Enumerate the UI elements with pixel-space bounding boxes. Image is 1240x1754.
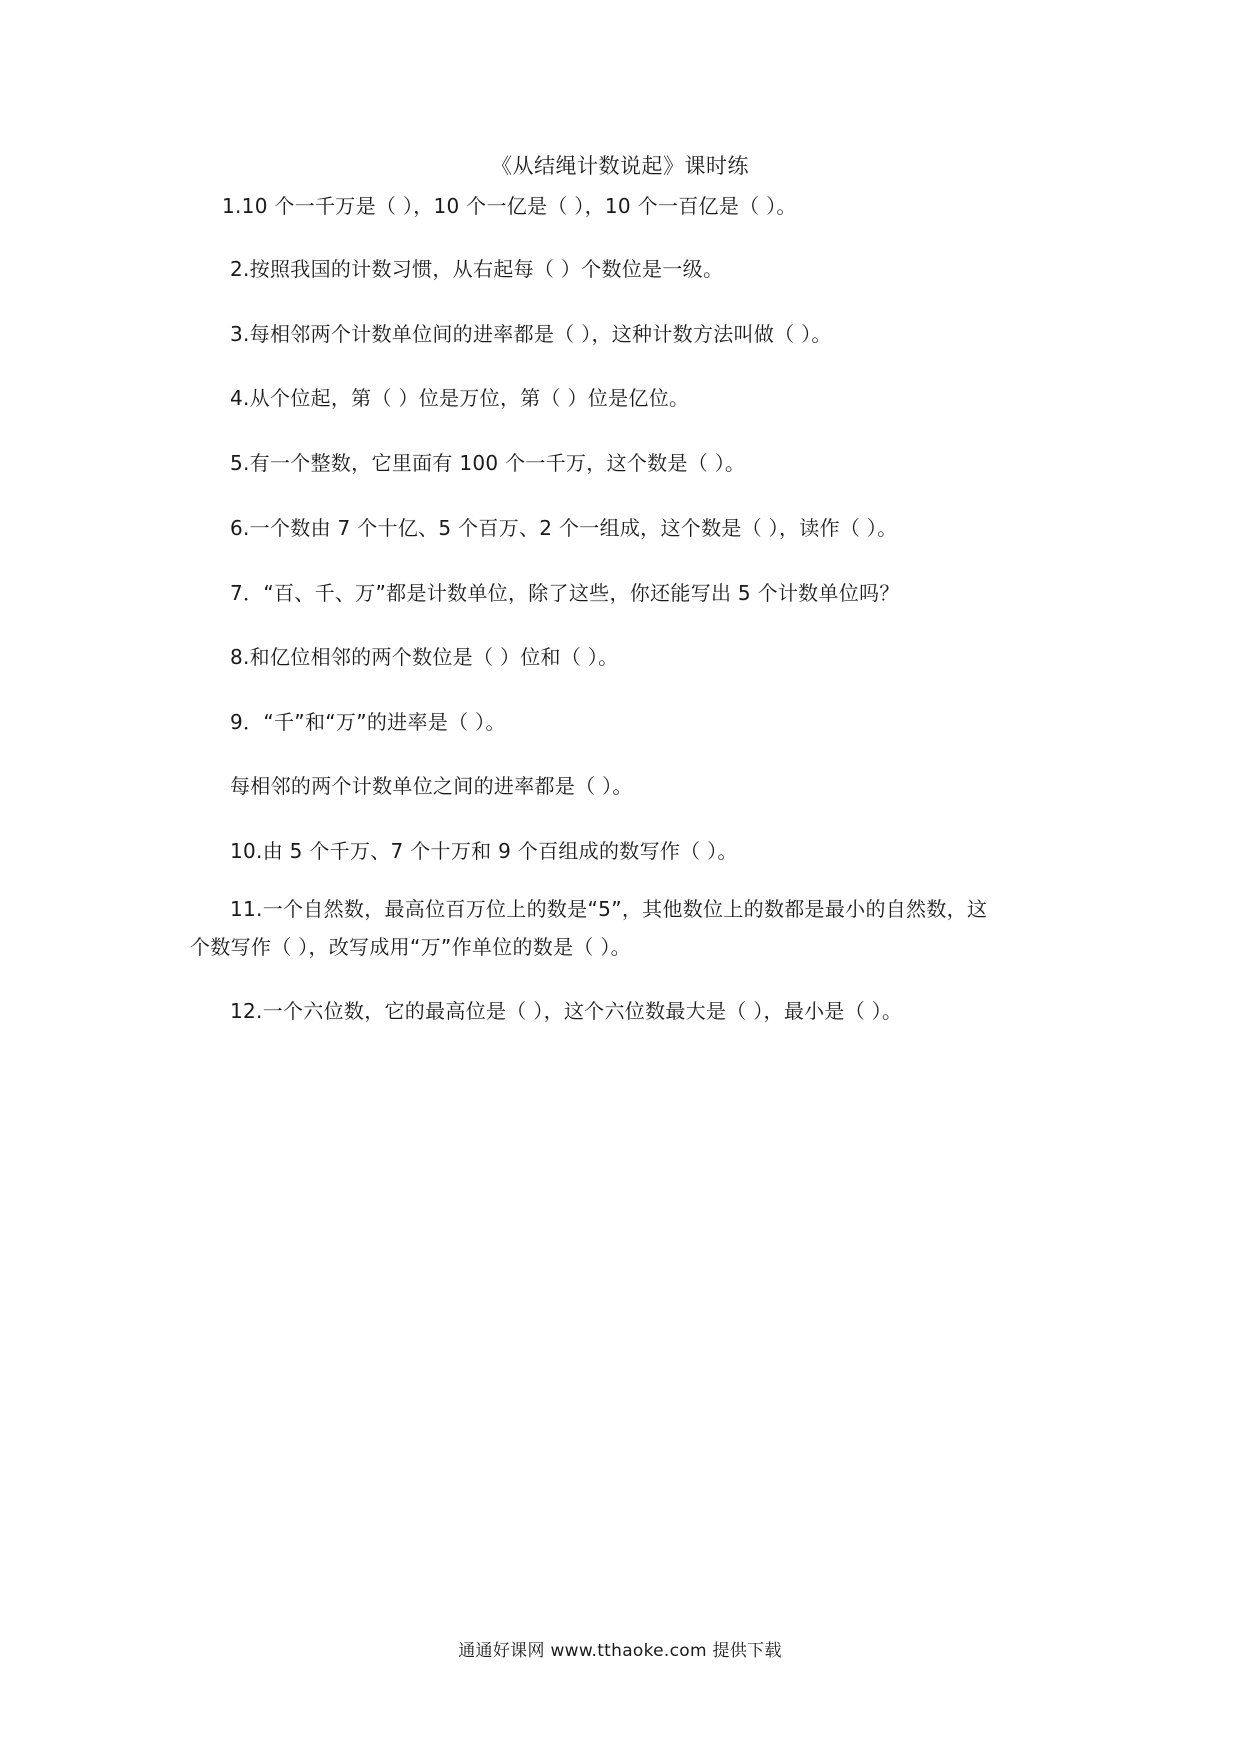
question-11-line-1: 11.一个自然数，最高位百万位上的数是“5”，其他数位上的数都是最小的自然数，这 <box>230 897 988 921</box>
worksheet-title: 《从结绳计数说起》课时练 <box>491 154 749 178</box>
question-1: 1.10 个一千万是（ ），10 个一亿是（ ），10 个一百亿是（ ）。 <box>222 194 797 218</box>
question-12: 12.一个六位数，它的最高位是（ ），这个六位数最大是（ ），最小是（ ）。 <box>230 999 903 1023</box>
question-2: 2.按照我国的计数习惯，从右起每（ ）个数位是一级。 <box>230 257 724 281</box>
question-11 <box>190 890 987 966</box>
question-11-line-2: 个数写作（ ），改写成用“万”作单位的数是（ ）。 <box>190 935 631 959</box>
question-3: 3.每相邻两个计数单位间的进率都是（ ），这种计数方法叫做（ ）。 <box>230 322 832 346</box>
question-4: 4.从个位起，第（ ）位是万位，第（ ）位是亿位。 <box>230 386 690 410</box>
question-9-followup: 每相邻的两个计数单位之间的进率都是（ ）。 <box>230 774 633 798</box>
footer-credit: 通通好课网 www.tthaoke.com 提供下载 <box>458 1641 782 1661</box>
question-8: 8.和亿位相邻的两个数位是（ ）位和（ ）。 <box>230 645 619 669</box>
question-7: 7．“百、千、万”都是计数单位，除了这些，你还能写出 5 个计数单位吗？ <box>230 581 900 605</box>
question-5: 5.有一个整数，它里面有 100 个一千万，这个数是（ ）。 <box>230 451 746 475</box>
question-9: 9．“千”和“万”的进率是（ ）。 <box>230 710 506 734</box>
question-6: 6.一个数由 7 个十亿、5 个百万、2 个一组成，这个数是（ ），读作（ ）。 <box>230 516 898 540</box>
question-10: 10.由 5 个千万、7 个十万和 9 个百组成的数写作（ ）。 <box>230 839 738 863</box>
